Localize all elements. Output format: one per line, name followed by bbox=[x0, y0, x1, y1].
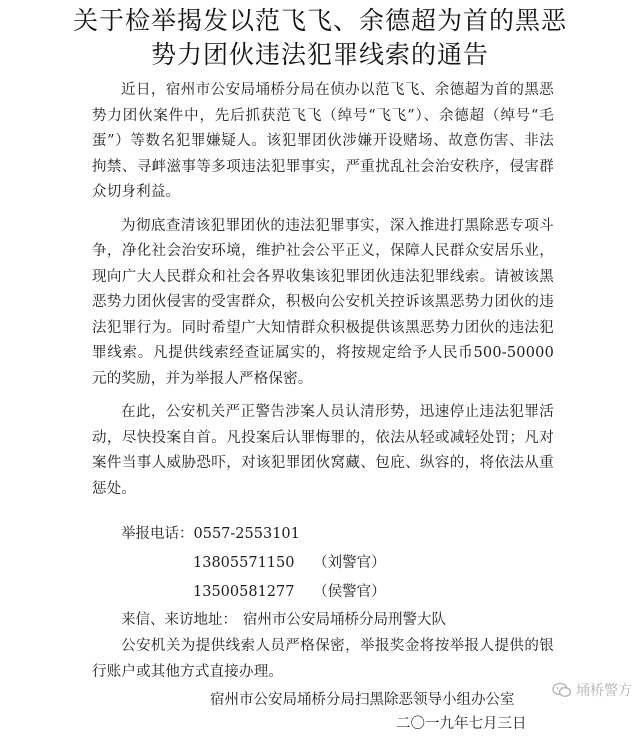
paragraph-1: 近日，宿州市公安局埇桥分局在侦办以范飞飞、余德超为首的黑恶势力团伙案件中，先后抓获范飞飞（绰号“飞飞”）、余德超（绰号“毛蛋”）等数名犯罪嫌疑人。该犯罪团伙涉嫌开设赌场、故意伤害、非法拘禁、寻衅滋事等多项违法犯罪事实，严重扰乱社会治安秩序，侵害群众切身利益。 bbox=[92, 82, 554, 200]
phone-label: 举报电话： bbox=[121, 526, 194, 542]
phone3-number: 13500581277 bbox=[193, 584, 295, 600]
address-value: 宿州市公安局埇桥分局刑警大队 bbox=[243, 612, 446, 628]
notice-body bbox=[92, 78, 554, 502]
closing-paragraph: 公安机关为提供线索人员严格保密，举报奖金将按举报人提供的银行账户或其他方式直接办理。 bbox=[92, 638, 554, 680]
phone-line bbox=[121, 522, 300, 546]
address-line bbox=[121, 608, 446, 632]
signature-date: 二〇一九年七月三日 bbox=[396, 716, 527, 732]
paragraph-3: 在此，公安机关严正警告涉案人员认清形势，迅速停止违法犯罪活动，尽快投案自首。凡投案后认罪悔罪的，依法从轻或减轻处罚；凡对案件当事人威胁恐吓，对该犯罪团伙窝藏、包庇、纵容的，将依法从重惩处。 bbox=[92, 404, 554, 497]
watermark bbox=[552, 680, 632, 700]
title-line-1: 关于检举揭发以范飞飞、余德超为首的黑恶 bbox=[72, 6, 567, 35]
phone2-number: 13805571150 bbox=[193, 555, 295, 571]
paragraph-2: 为彻底查清该犯罪团伙的违法犯罪事实，深入推进打黑除恶专项斗争，净化社会治安环境，维护社会公平正义，保障人民群众安居乐业，现向广大人民群众和社会各界收集该犯罪团伙违法犯罪线索。请被该黑恶势力团伙侵害的受害群众，积极向公安机关控诉该黑恶势力团伙的违法犯罪行为。同时希望广大知情群众积极提供该黑恶势力团伙的违法犯罪线索。凡提供线索经查证属实的，将按规定给予人民币500-50000元的奖励，并为举报人严格保密。 bbox=[92, 217, 554, 387]
notice-title bbox=[0, 4, 640, 72]
wechat-icon bbox=[552, 682, 572, 698]
closing-block bbox=[92, 634, 554, 685]
watermark-text: 埇桥警方 bbox=[576, 683, 632, 699]
address-label: 来信、来访地址： bbox=[121, 612, 237, 628]
phone3-officer: （侯警官） bbox=[313, 584, 386, 600]
signature-org: 宿州市公安局埇桥分局扫黑除恶领导小组办公室 bbox=[210, 692, 515, 708]
phone-number: 0557-2553101 bbox=[193, 526, 300, 542]
phone2-line bbox=[193, 551, 386, 575]
phone3-line bbox=[193, 580, 386, 604]
phone2-officer: （刘警官） bbox=[313, 555, 386, 571]
title-line-2: 势力团伙违法犯罪线索的通告 bbox=[150, 40, 489, 69]
